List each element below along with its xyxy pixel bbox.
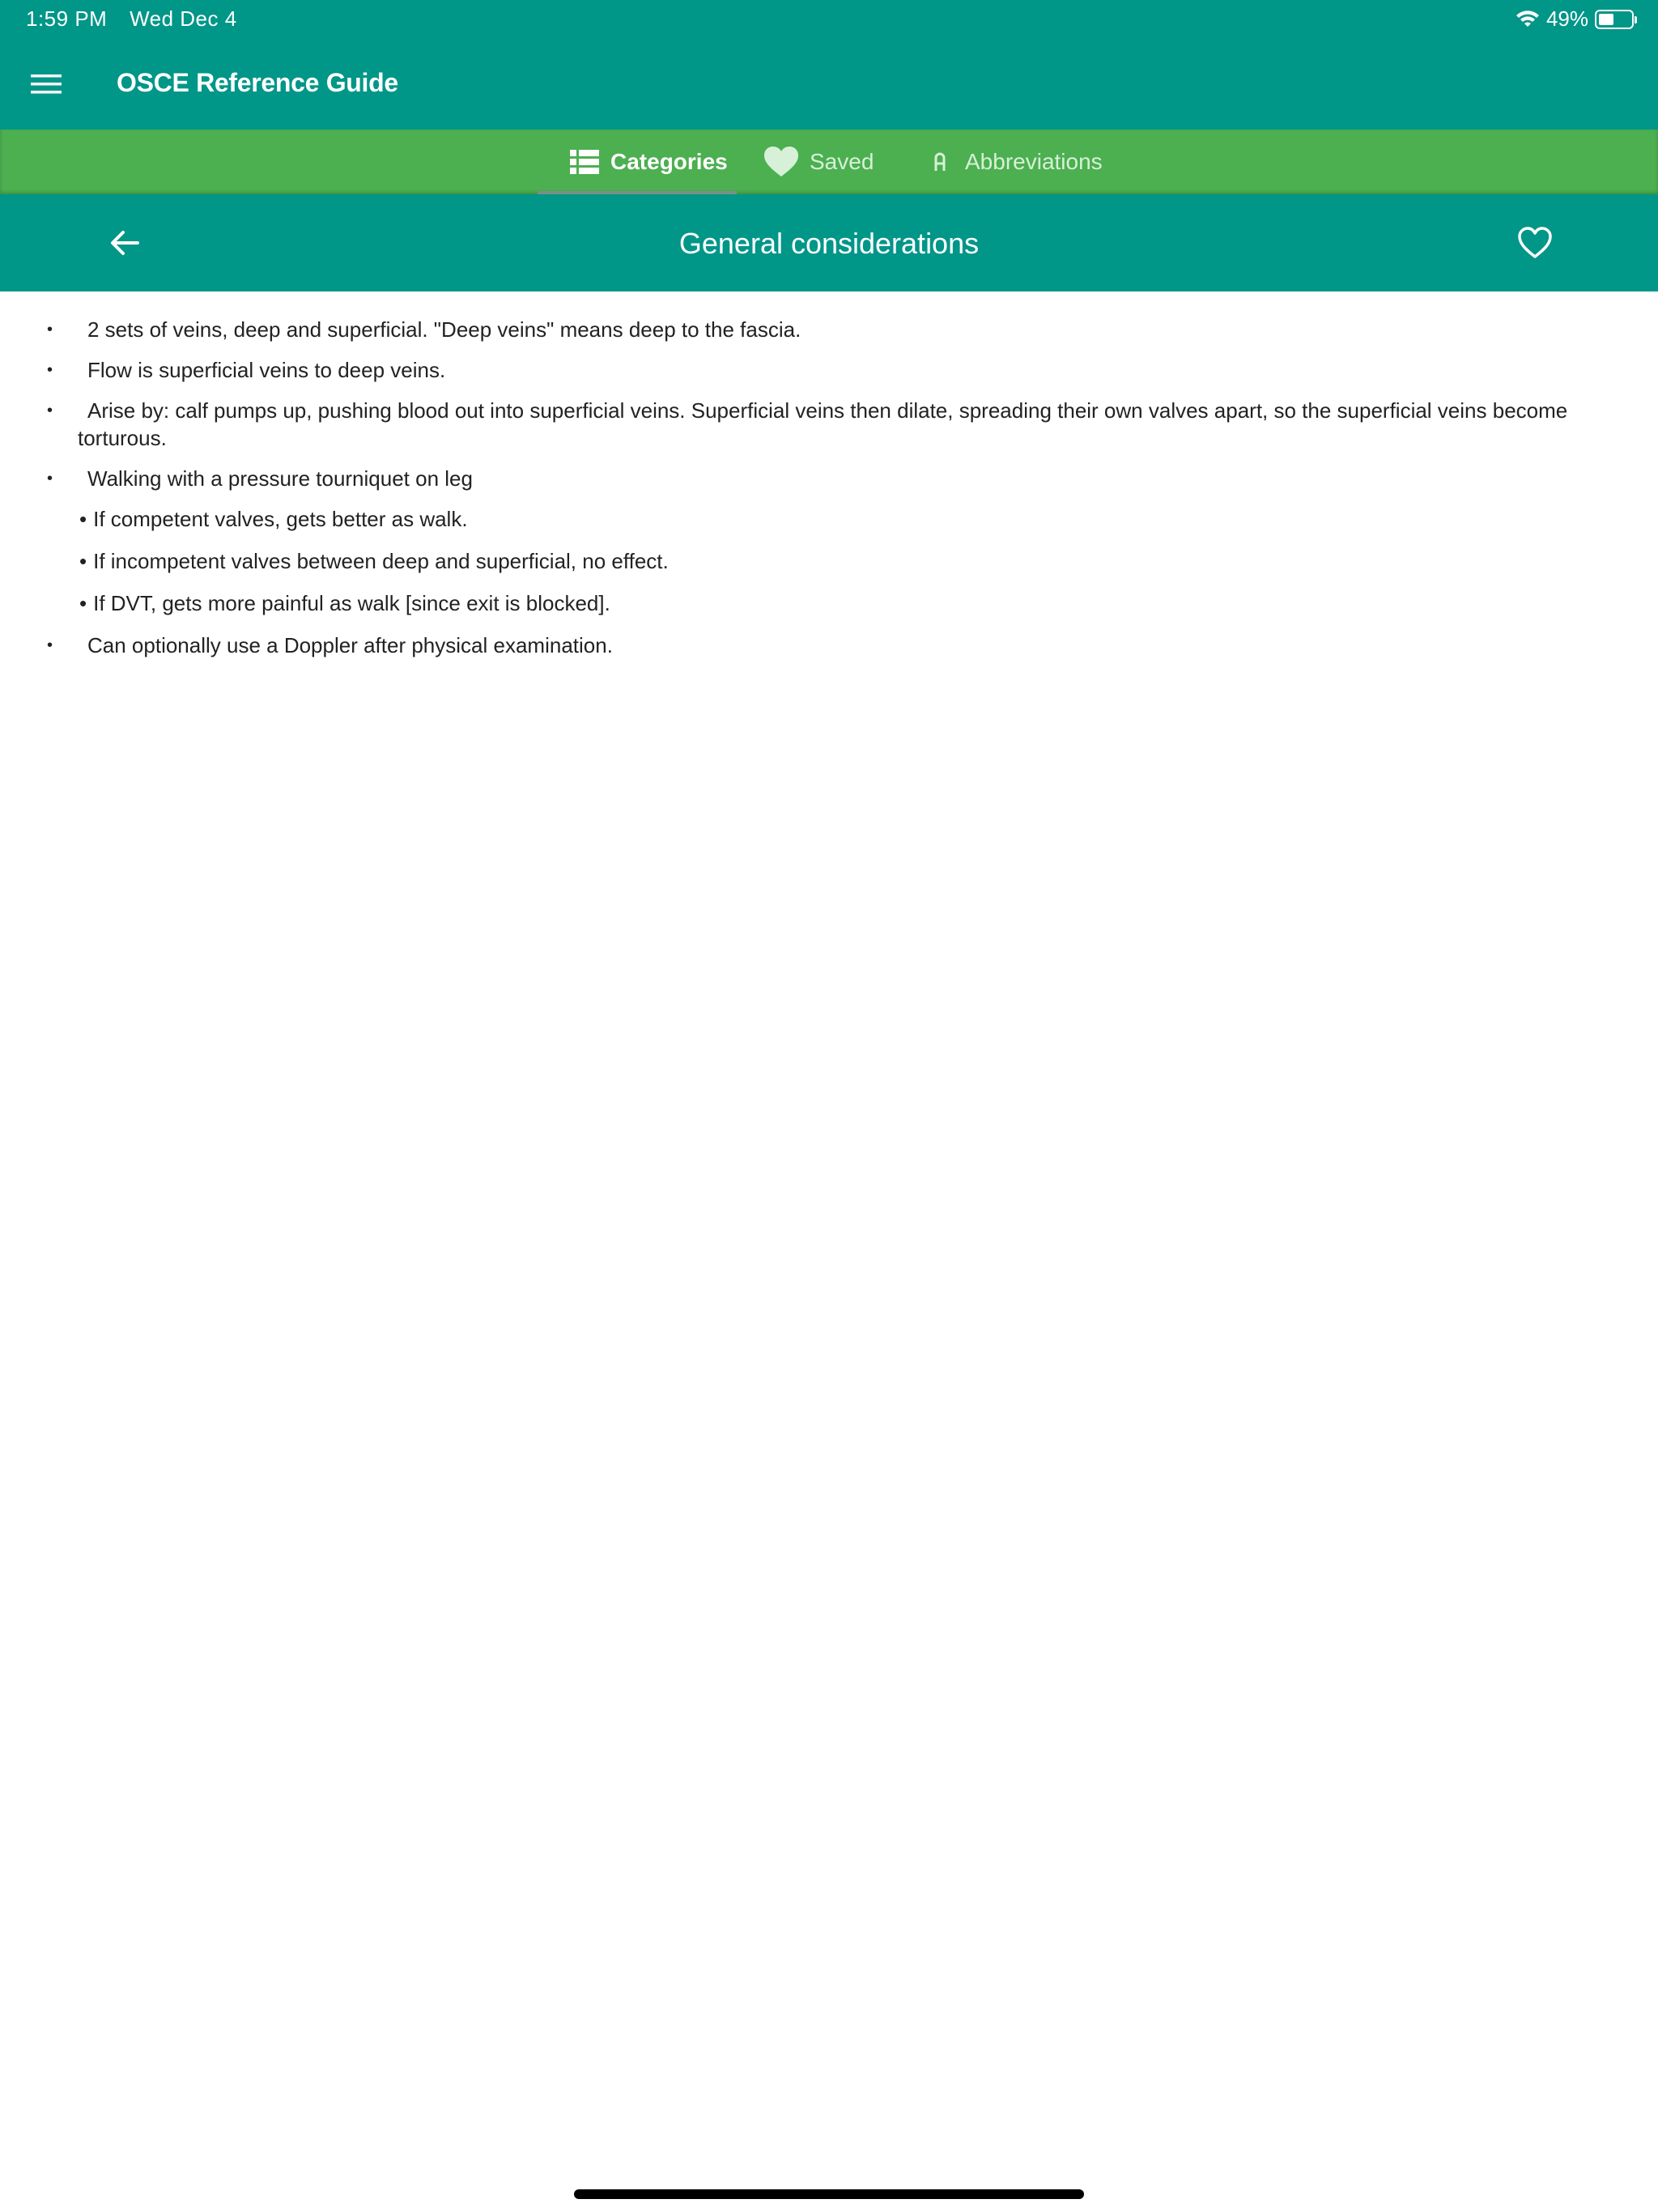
list-item [0, 465, 1658, 492]
bullet: • [47, 470, 53, 487]
list-item-text: Arise by: calf pumps up, pushing blood out into superficial veins. Superficial veins then dilate, spreading their own valves apart, so the superficial veins become torturous. [78, 398, 1568, 450]
sub-bullet: • [79, 591, 87, 615]
wifi-icon [1516, 9, 1540, 30]
tab-abbreviations[interactable] [926, 130, 1103, 194]
list-item-text: 2 sets of veins, deep and superficial. "Deep veins" means deep to the fascia. [87, 317, 801, 342]
list-item [0, 316, 1658, 343]
bullet: • [47, 321, 53, 338]
bullet: • [47, 402, 53, 419]
list-item [0, 632, 1658, 659]
tab-abbreviations-label: Abbreviations [965, 149, 1103, 174]
battery-icon [1595, 10, 1634, 29]
sub-list-item [0, 589, 1658, 617]
sub-list-item [0, 547, 1658, 575]
abbreviation-icon [931, 151, 949, 172]
tab-bar [0, 130, 1658, 194]
sub-list-item-text: If competent valves, gets better as walk. [93, 507, 468, 531]
sub-bullet: • [79, 549, 87, 573]
tab-saved-label: Saved [810, 149, 874, 174]
menu-icon[interactable] [31, 71, 62, 97]
sub-list-item-text: If DVT, gets more painful as walk [since exit is blocked]. [93, 591, 610, 615]
sub-list-item-text: If incompetent valves between deep and superficial, no effect. [93, 549, 669, 573]
heart-icon [764, 147, 798, 177]
app-title: OSCE Reference Guide [117, 68, 398, 97]
list-item [0, 397, 1658, 452]
list-item-text: Can optionally use a Doppler after physical examination. [87, 633, 613, 657]
sub-bullet: • [79, 507, 87, 531]
tab-categories-label: Categories [610, 149, 728, 174]
list-item [0, 356, 1658, 384]
status-indicators [1516, 6, 1634, 32]
bullet: • [47, 361, 53, 379]
home-indicator[interactable] [574, 2189, 1084, 2199]
sub-list-item [0, 505, 1658, 533]
list-item-text: Flow is superficial veins to deep veins. [87, 358, 446, 382]
status-date: Wed Dec 4 [130, 6, 237, 31]
favorite-heart-icon[interactable] [1517, 227, 1553, 259]
bullet: • [47, 636, 53, 654]
content-body [0, 316, 1658, 672]
status-bar [0, 0, 1658, 39]
list-icon [570, 150, 599, 174]
detail-title: General considerations [678, 227, 980, 260]
list-item-text: Walking with a pressure tourniquet on leg [87, 466, 473, 491]
status-time-date [26, 6, 237, 32]
tab-categories[interactable] [538, 130, 737, 194]
app-bar [0, 39, 1658, 130]
battery-percent: 49% [1545, 6, 1588, 31]
status-time: 1:59 PM [26, 6, 108, 31]
detail-header [0, 194, 1658, 291]
tab-saved[interactable] [764, 130, 874, 194]
